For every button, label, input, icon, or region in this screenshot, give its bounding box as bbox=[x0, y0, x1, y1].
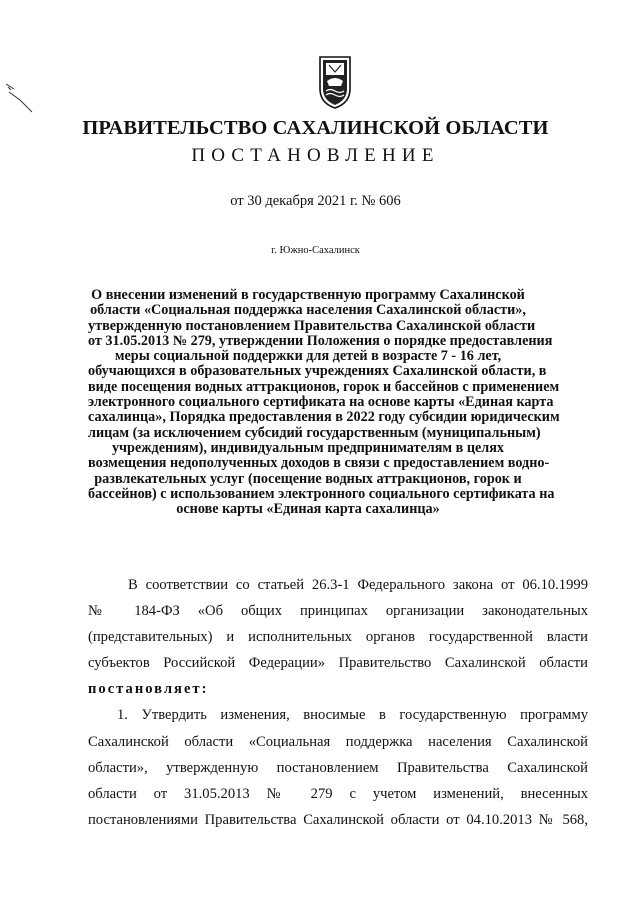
heading-line: сахалинца», Порядка предоставления в 2022 году субсидии юридическим bbox=[88, 409, 560, 426]
heading-line: виде посещения водных аттракционов, горок и бассейнов с применением bbox=[88, 378, 560, 395]
preamble-line: № 184-ФЗ «Об общих принципах организации законодательных bbox=[88, 603, 588, 619]
document-heading bbox=[88, 287, 560, 518]
preamble-line: В соответствии со статьей 26.3-1 Федерального закона от 06.10.1999 bbox=[128, 577, 588, 593]
heading-line: от 31.05.2013 № 279, утверждении Положения о порядке предоставления bbox=[88, 332, 553, 349]
document-date-number: от 30 декабря 2021 г. № 606 bbox=[230, 193, 401, 209]
heading-line: бассейнов) с использованием электронного социального сертификата на bbox=[88, 485, 555, 502]
document-city: г. Южно-Сахалинск bbox=[271, 245, 360, 256]
preamble-line: (представительных) и исполнительных органов государственной власти bbox=[88, 629, 588, 645]
item-1-line: области от 31.05.2013 № 279 с учетом изменений, внесенных bbox=[88, 786, 588, 802]
heading-line: утвержденную постановлением Правительства Сахалинской области bbox=[88, 317, 536, 334]
item-1-line: Сахалинской области «Социальная поддержка населения Сахалинской bbox=[88, 734, 588, 750]
heading-line: меры социальной поддержки для детей в возрасте 7 - 16 лет, bbox=[114, 348, 502, 365]
heading-line: области «Социальная поддержка населения Сахалинской области», bbox=[90, 302, 526, 319]
heading-line: возмещения недополученных доходов в связи с предоставлением водно- bbox=[88, 455, 550, 472]
item-1-line: постановлениями Правительства Сахалинской области от 04.10.2013 № 568, bbox=[88, 812, 588, 828]
heading-line: обучающихся в образовательных учреждениях Сахалинской области, в bbox=[88, 363, 547, 380]
resolves-word: постановляет: bbox=[88, 681, 209, 697]
heading-line: лицам (за исключением субсидий государственным (муниципальным) bbox=[88, 424, 541, 441]
heading-line: учреждениям), индивидуальным предпринимателям в целях bbox=[111, 439, 505, 456]
scan-artifact-mark bbox=[4, 80, 34, 116]
sakhalin-coat-of-arms-icon bbox=[317, 55, 353, 109]
government-title: ПРАВИТЕЛЬСТВО САХАЛИНСКОЙ ОБЛАСТИ bbox=[82, 117, 549, 139]
heading-line: основе карты «Единая карта сахалинца» bbox=[176, 501, 440, 518]
document-type: ПОСТАНОВЛЕНИЕ bbox=[191, 145, 440, 166]
heading-line: О внесении изменений в государственную программу Сахалинской bbox=[91, 287, 525, 303]
item-1-line: 1. Утвердить изменения, вносимые в государственную программу bbox=[117, 707, 588, 723]
heading-line: развлекательных услуг (посещение водных аттракционов, горок и bbox=[94, 470, 522, 487]
preamble-line: субъектов Российской Федерации» Правительство Сахалинской области bbox=[88, 655, 588, 671]
item-1-line: области», утвержденную постановлением Правительства Сахалинской bbox=[88, 760, 588, 776]
heading-line: электронного социального сертификата на основе карты «Единая карта bbox=[88, 394, 554, 411]
